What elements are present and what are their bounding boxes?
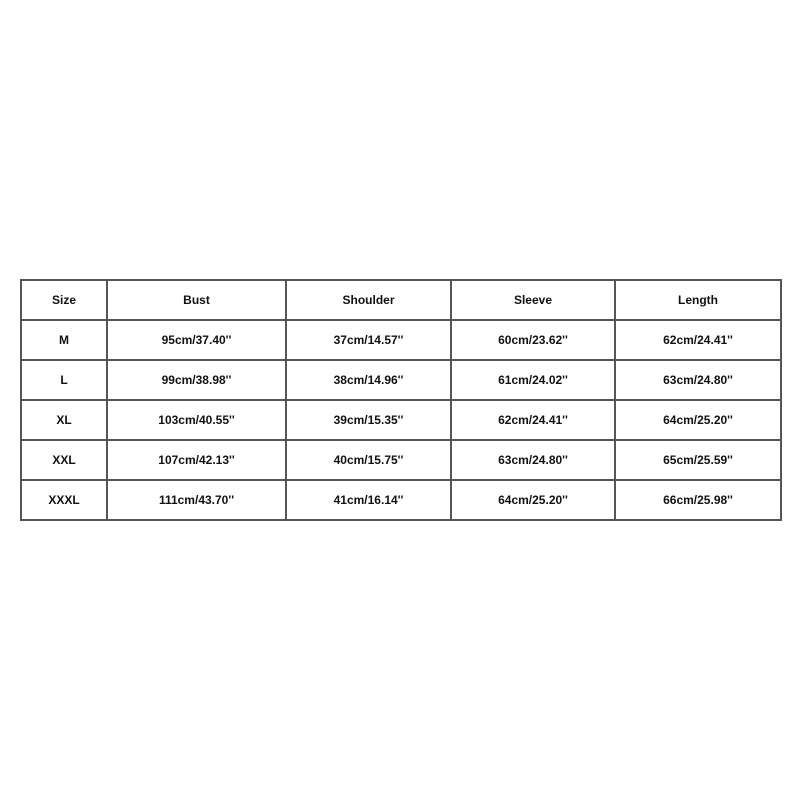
size-chart-table (20, 279, 782, 521)
cell-bust: 103cm/40.55'' (107, 400, 286, 440)
table-row (21, 360, 781, 400)
cell-shoulder: 40cm/15.75'' (286, 440, 451, 480)
cell-length: 66cm/25.98'' (615, 480, 781, 520)
cell-sleeve: 60cm/23.62'' (451, 320, 615, 360)
cell-length: 65cm/25.59'' (615, 440, 781, 480)
header-shoulder: Shoulder (286, 280, 451, 320)
table-row (21, 480, 781, 520)
cell-sleeve: 62cm/24.41'' (451, 400, 615, 440)
header-length: Length (615, 280, 781, 320)
cell-sleeve: 61cm/24.02'' (451, 360, 615, 400)
table-row (21, 400, 781, 440)
cell-size: XL (21, 400, 107, 440)
header-row (21, 280, 781, 320)
cell-shoulder: 38cm/14.96'' (286, 360, 451, 400)
cell-bust: 99cm/38.98'' (107, 360, 286, 400)
table-row (21, 320, 781, 360)
cell-length: 63cm/24.80'' (615, 360, 781, 400)
cell-shoulder: 41cm/16.14'' (286, 480, 451, 520)
header-sleeve: Sleeve (451, 280, 615, 320)
cell-shoulder: 37cm/14.57'' (286, 320, 451, 360)
header-bust: Bust (107, 280, 286, 320)
cell-bust: 95cm/37.40'' (107, 320, 286, 360)
header-size: Size (21, 280, 107, 320)
cell-size: XXL (21, 440, 107, 480)
cell-sleeve: 64cm/25.20'' (451, 480, 615, 520)
cell-size: L (21, 360, 107, 400)
cell-size: XXXL (21, 480, 107, 520)
cell-sleeve: 63cm/24.80'' (451, 440, 615, 480)
cell-size: M (21, 320, 107, 360)
cell-bust: 111cm/43.70'' (107, 480, 286, 520)
cell-length: 64cm/25.20'' (615, 400, 781, 440)
cell-length: 62cm/24.41'' (615, 320, 781, 360)
cell-shoulder: 39cm/15.35'' (286, 400, 451, 440)
table-row (21, 440, 781, 480)
cell-bust: 107cm/42.13'' (107, 440, 286, 480)
